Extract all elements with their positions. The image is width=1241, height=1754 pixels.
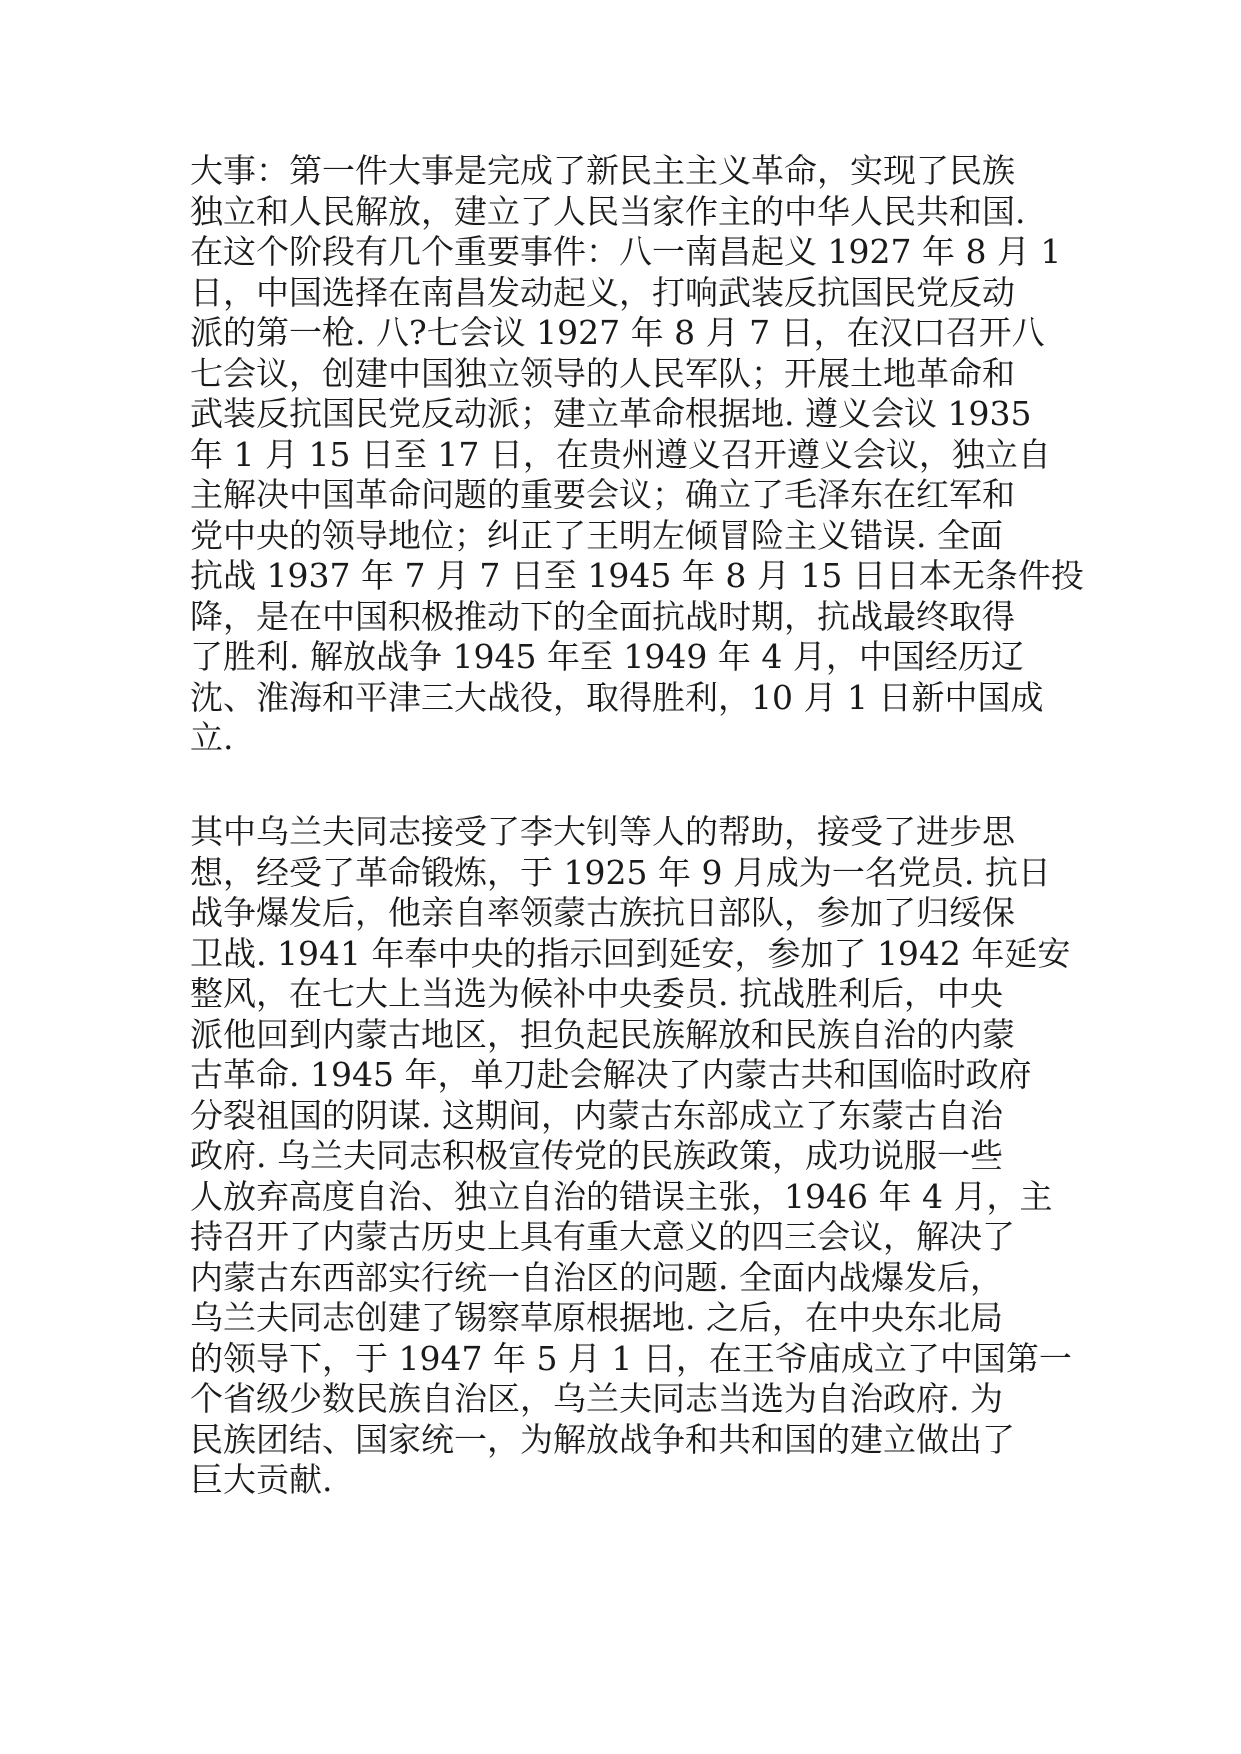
paragraph-line: 分裂祖国的阴谋. 这期间，内蒙古东部成立了东蒙古自治 xyxy=(190,1095,1003,1135)
paragraph-line: 了胜利. 解放战争 1945 年至 1949 年 4 月，中国经历辽 xyxy=(190,637,1024,676)
paragraph-line: 民族团结、国家统一，为解放战争和共和国的建立做出了 xyxy=(190,1419,1015,1459)
paragraph-line: 抗战 1937 年 7 月 7 日至 1945 年 8 月 15 日日本无条件投 xyxy=(190,556,1084,595)
paragraph-line: 战争爆发后，他亲自率领蒙古族抗日部队，参加了归绥保 xyxy=(190,893,1015,932)
paragraph-line: 整风，在七大上当选为候补中央委员. 抗战胜利后，中央 xyxy=(190,974,1003,1013)
paragraph-line: 降，是在中国积极推动下的全面抗战时期，抗战最终取得 xyxy=(190,596,1015,636)
paragraph-line: 巨大贡献. xyxy=(190,1460,333,1499)
paragraph-line: 持召开了内蒙古历史上具有重大意义的四三会议，解决了 xyxy=(190,1217,1015,1256)
paragraph-line: 卫战. 1941 年奉中央的指示回到延安，参加了 1942 年延安 xyxy=(190,933,1071,973)
paragraph-line: 日，中国选择在南昌发动起义，打响武装反抗国民党反动 xyxy=(190,272,1015,312)
paragraph-line: 主解决中国革命问题的重要会议；确立了毛泽东在红军和 xyxy=(190,475,1015,514)
paragraph-line: 人放弃高度自治、独立自治的错误主张，1946 年 4 月，主 xyxy=(190,1176,1053,1216)
paragraph-line: 在这个阶段有几个重要事件：八一南昌起义 1927 年 8 月 1 xyxy=(190,232,1062,271)
paragraph-line: 年 1 月 15 日至 17 日，在贵州遵义召开遵义会议，独立自 xyxy=(190,434,1051,474)
paragraph-line: 大事：第一件大事是完成了新民主主义革命，实现了民族 xyxy=(190,151,1015,190)
paragraph-line: 乌兰夫同志创建了锡察草原根据地. 之后，在中央东北局 xyxy=(190,1298,1003,1337)
paragraph-line: 七会议，创建中国独立领导的人民军队；开展土地革命和 xyxy=(190,353,1015,393)
paragraph-line: 沈、淮海和平津三大战役，取得胜利，10 月 1 日新中国成 xyxy=(190,677,1044,717)
paragraph-line: 党中央的领导地位；纠正了王明左倾冒险主义错误. 全面 xyxy=(190,515,1003,555)
paragraph-line: 的领导下，于 1947 年 5 月 1 日，在王爷庙成立了中国第一 xyxy=(190,1338,1072,1378)
paragraph-line: 武装反抗国民党反动派；建立革命根据地. 遵义会议 1935 xyxy=(190,394,1032,433)
paragraph-line: 个省级少数民族自治区，乌兰夫同志当选为自治政府. 为 xyxy=(190,1379,1003,1418)
paragraph-revolution-events xyxy=(190,151,1084,759)
paragraph-line: 政府. 乌兰夫同志积极宣传党的民族政策，成功说服一些 xyxy=(190,1136,1003,1175)
paragraph-line: 想，经受了革命锻炼，于 1925 年 9 月成为一名党员. 抗日 xyxy=(190,852,1051,892)
paragraph-line: 派他回到内蒙古地区，担负起民族解放和民族自治的内蒙 xyxy=(190,1014,1015,1054)
paragraph-line: 独立和人民解放，建立了人民当家作主的中华人民共和国. xyxy=(190,191,1026,231)
paragraph-line: 其中乌兰夫同志接受了李大钊等人的帮助，接受了进步思 xyxy=(190,812,1015,851)
paragraph-line: 古革命. 1945 年，单刀赴会解决了内蒙古共和国临时政府 xyxy=(190,1055,1032,1094)
paragraph-line: 内蒙古东西部实行统一自治区的问题. 全面内战爆发后， xyxy=(190,1257,1003,1297)
paragraph-ulanhu-biography xyxy=(190,812,1072,1501)
paragraph-line: 派的第一枪. 八?七会议 1927 年 8 月 7 日，在汉口召开八 xyxy=(190,313,1045,352)
paragraph-line: 立. xyxy=(190,718,234,757)
